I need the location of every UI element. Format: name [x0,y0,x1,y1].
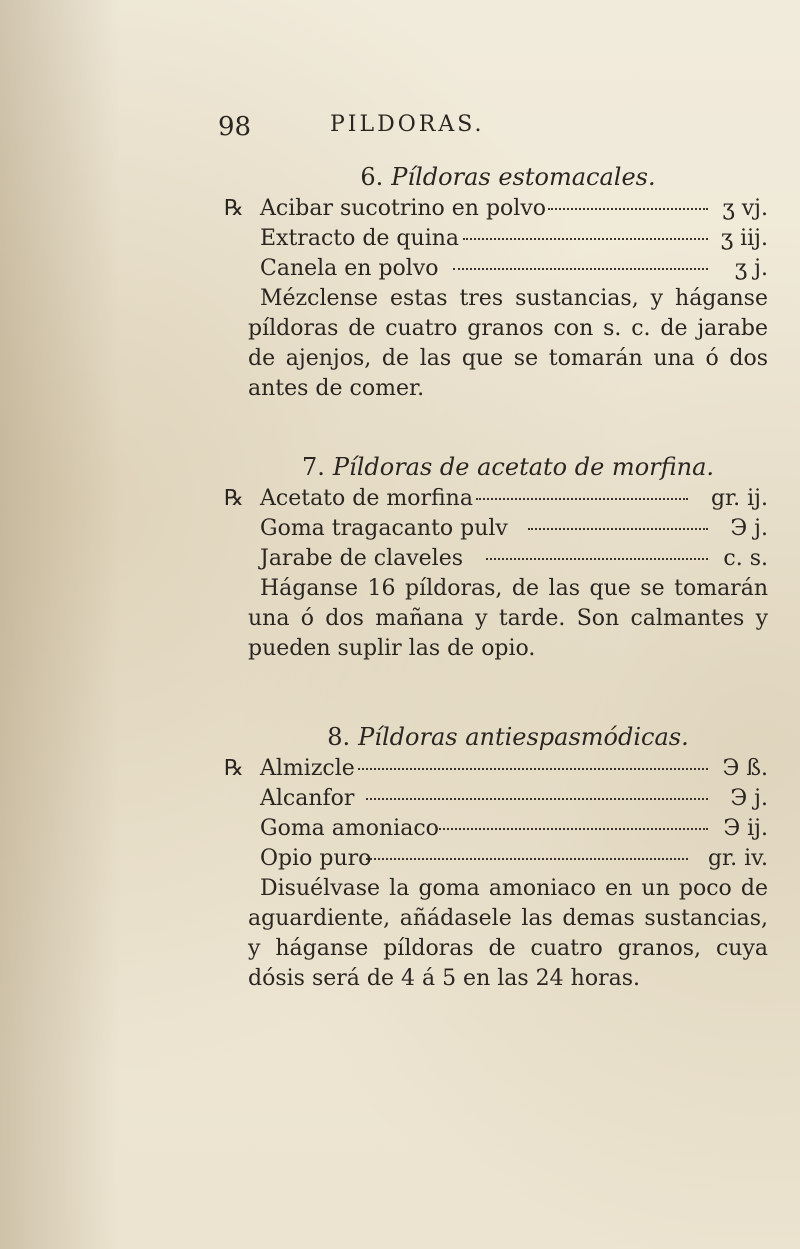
ingredient-name: Opio puro [260,846,372,871]
ingredient-name: Almizcle [260,756,355,781]
dot-leader [366,858,688,860]
ingredient-row [248,784,768,814]
recipe-number: 7. [301,453,325,481]
ingredient-name: Canela en polvo [260,256,439,281]
ingredient-name: Goma tragacanto pulv [260,516,508,541]
recipe-7 [224,450,768,664]
ingredient-quantity: ʒ iij. [720,226,768,251]
running-title: PILDORAS. [330,112,485,137]
ingredient-quantity: c. s. [723,546,768,571]
recipe-title [248,450,768,484]
page-number: 98 [218,112,252,142]
rx-symbol: ℞ [224,756,244,781]
ingredient-name: Alcanfor [260,786,355,811]
ingredient-name: Extracto de quina [260,226,460,251]
page-fold-shadow [0,0,120,1249]
ingredient-quantity: Э ß. [722,756,768,781]
ingredient-name: Acibar sucotrino en polvo [260,196,546,221]
recipe-instructions: Háganse 16 píldoras, de las que se tomarán una ó dos mañana y tarde. Son calmantes y pueden suplir las de opio. [248,576,768,661]
dot-leader [528,528,708,530]
recipe-instructions: Mézclense estas tres sustancias, y háganse píldoras de cuatro granos con s. c. de jarabe de ajenjos, de las que se tomarán una ó dos antes de comer. [248,286,768,401]
ingredient-row [224,194,768,224]
dot-leader [358,768,708,770]
recipe-instructions: Disuélvase la goma amoniaco en un poco de aguardiente, añádasele las demas sustancias, y háganse píldoras de cuatro granos, cuya dósis será de 4 á 5 en las 24 horas. [248,876,768,991]
rx-symbol: ℞ [224,196,244,221]
ingredient-quantity: gr. iv. [707,846,768,871]
ingredient-row [248,514,768,544]
ingredient-quantity: ʒ vj. [722,196,768,221]
ingredient-row [248,844,768,874]
dot-leader [476,498,688,500]
ingredient-row [224,484,768,514]
dot-leader [436,828,708,830]
ingredient-row [248,544,768,574]
recipe-title-text: Píldoras de acetato de morfina. [332,453,715,481]
recipe-number: 8. [327,723,351,751]
ingredient-quantity: Э j. [730,786,768,811]
ingredient-name: Jarabe de claveles [260,546,464,571]
dot-leader [548,208,708,210]
dot-leader [453,268,708,270]
recipe-number: 6. [360,163,384,191]
recipe-8 [224,720,768,994]
ingredient-name: Goma amoniaco [260,816,439,841]
ingredient-quantity: ʒ j. [734,256,768,281]
ingredient-row [224,754,768,784]
recipe-title [248,720,768,754]
ingredient-row [248,814,768,844]
ingredient-quantity: gr. ij. [710,486,768,511]
running-head [0,112,800,142]
recipe-title [248,160,768,194]
ingredient-row [248,224,768,254]
dot-leader [463,238,708,240]
recipe-title-text: Píldoras antiespasmódicas. [358,723,689,751]
ingredient-quantity: Э j. [730,516,768,541]
ingredient-name: Acetato de morfina [260,486,473,511]
rx-symbol: ℞ [224,486,244,511]
dot-leader [486,558,708,560]
recipe-6 [224,160,768,404]
ingredient-row [248,254,768,284]
dot-leader [366,798,708,800]
recipe-title-text: Píldoras estomacales. [391,163,656,191]
ingredient-quantity: Э ij. [723,816,768,841]
